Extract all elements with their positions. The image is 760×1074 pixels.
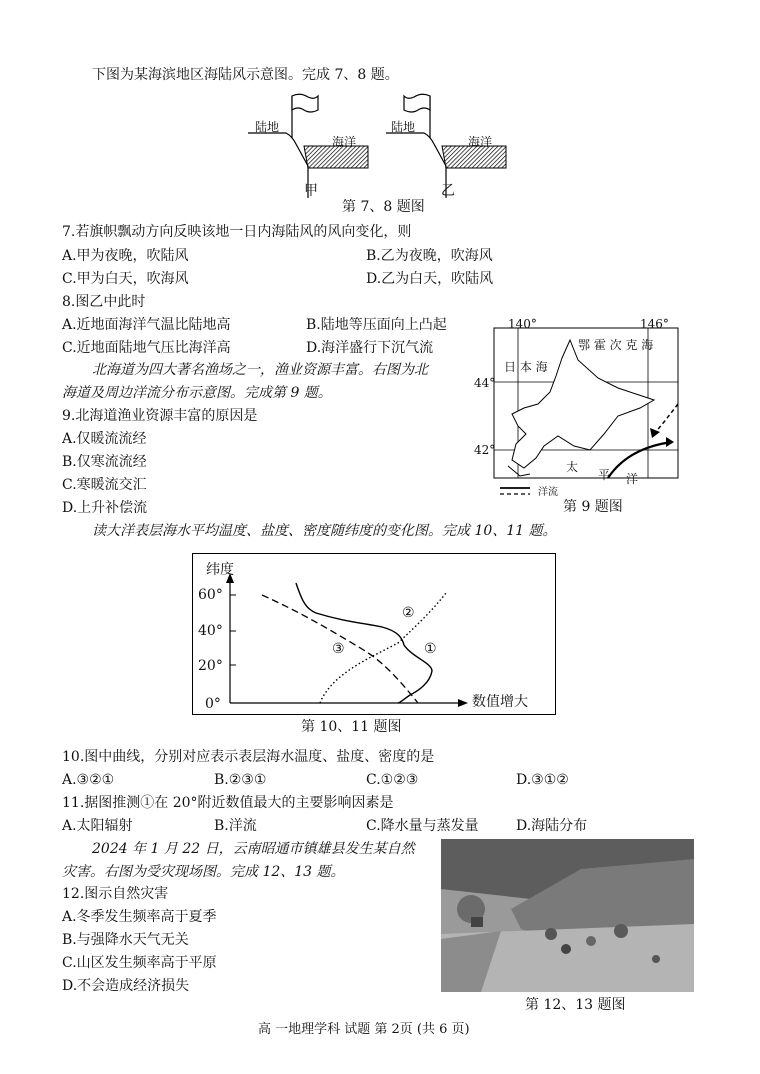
fig9-pacific-2: 平 bbox=[598, 468, 611, 482]
fig1011-curve-3-label: ③ bbox=[332, 641, 345, 657]
fig9-pacific-1: 太 bbox=[566, 460, 579, 474]
q12-option-a[interactable]: A.冬季发生频率高于夏季 bbox=[62, 909, 217, 925]
q8-option-c[interactable]: C.近地面陆地气压比海洋高 bbox=[62, 340, 231, 356]
fig9-caption: 第 9 题图 bbox=[563, 499, 623, 515]
q7-stem: 7.若旗帜飘动方向反映该地一日内海陆风的风向变化，则 bbox=[62, 224, 412, 240]
q12-option-d[interactable]: D.不会造成经济损失 bbox=[62, 978, 190, 994]
q10-option-b[interactable]: B.②③① bbox=[214, 772, 267, 788]
q9-option-a[interactable]: A.仅暖流流经 bbox=[62, 431, 147, 447]
intro-12-13-line1: 2024 年 1 月 22 日，云南昭通市镇雄县发生某自然 bbox=[92, 841, 415, 857]
fig78-caption: 第 7、8 题图 bbox=[342, 199, 425, 215]
fig1011-tick-40: 40° bbox=[198, 623, 223, 639]
q11-option-a[interactable]: A.太阳辐射 bbox=[62, 818, 133, 834]
q7-option-b[interactable]: B.乙为夜晚，吹海风 bbox=[366, 248, 493, 264]
q10-option-d[interactable]: D.③①② bbox=[516, 772, 569, 788]
intro-9-line2: 海道及周边洋流分布示意图。完成第 9 题。 bbox=[62, 385, 332, 401]
q12-option-c[interactable]: C.山区发生频率高于平原 bbox=[62, 955, 217, 971]
q12-option-b[interactable]: B.与强降水天气无关 bbox=[62, 932, 189, 948]
fig1011-tick-20: 20° bbox=[198, 658, 223, 674]
fig9-lat-42: 42° bbox=[474, 443, 496, 457]
q9-option-b[interactable]: B.仅寒流流经 bbox=[62, 454, 147, 470]
fig9-lon-146: 146° bbox=[640, 317, 669, 331]
q10-option-c[interactable]: C.①②③ bbox=[366, 772, 419, 788]
fig1011-ylabel: 纬度 bbox=[206, 562, 234, 578]
fig78-land-left: 陆地 bbox=[255, 120, 280, 134]
q8-option-b[interactable]: B.陆地等压面向上凸起 bbox=[306, 317, 447, 333]
photo-caption: 第 12、13 题图 bbox=[525, 997, 626, 1013]
fig78-label-jia: 甲 bbox=[304, 183, 318, 199]
q10-option-a[interactable]: A.③②① bbox=[62, 772, 115, 788]
q11-option-c[interactable]: C.降水量与蒸发量 bbox=[366, 818, 479, 834]
q11-option-b[interactable]: B.洋流 bbox=[214, 818, 257, 834]
fig78-land-right: 陆地 bbox=[391, 120, 416, 134]
q8-option-d[interactable]: D.海洋盛行下沉气流 bbox=[306, 340, 434, 356]
q11-stem: 11.据图推测①在 20°附近数值最大的主要影响因素是 bbox=[62, 795, 394, 811]
intro-12-13-line2: 灾害。右图为受灾现场图。完成 12、13 题。 bbox=[62, 864, 345, 880]
fig1011-caption: 第 10、11 题图 bbox=[301, 719, 402, 735]
q8-option-a[interactable]: A.近地面海洋气温比陆地高 bbox=[62, 317, 231, 333]
fig1011-curve-1-label: ① bbox=[424, 641, 437, 657]
q7-option-a[interactable]: A.甲为夜晚，吹陆风 bbox=[62, 248, 189, 264]
fig9-japan-sea: 日 本 海 bbox=[504, 360, 548, 374]
q9-stem: 9.北海道渔业资源丰富的原因是 bbox=[62, 408, 258, 424]
q9-option-d[interactable]: D.上升补偿流 bbox=[62, 500, 148, 516]
fig1011-tick-60: 60° bbox=[198, 587, 223, 603]
q12-stem: 12.图示自然灾害 bbox=[62, 886, 169, 902]
page-footer: 高 一地理学科 试题 第 2页 (共 6 页) bbox=[258, 1022, 470, 1037]
fig1011-tick-0: 0° bbox=[205, 696, 221, 712]
q8-stem: 8.图乙中此时 bbox=[62, 294, 146, 310]
fig9-okhotsk-sea: 鄂 霍 次 克 海 bbox=[578, 338, 654, 352]
intro-9-line1: 北海道为四大著名渔场之一，渔业资源丰富。右图为北 bbox=[92, 362, 428, 378]
fig78-ocean-right: 海洋 bbox=[468, 135, 493, 149]
fig9-legend: 洋流 bbox=[538, 487, 558, 498]
ocean-property-latitude-figure bbox=[192, 553, 556, 715]
fig1011-curve-2-label: ② bbox=[402, 605, 415, 621]
landslide-photo bbox=[441, 839, 694, 992]
q10-stem: 10.图中曲线，分别对应表示表层海水温度、盐度、密度的是 bbox=[62, 749, 435, 765]
fig9-pacific-3: 洋 bbox=[626, 472, 639, 486]
fig9-lat-44: 44° bbox=[474, 376, 496, 390]
q9-option-c[interactable]: C.寒暖流交汇 bbox=[62, 477, 147, 493]
intro-7-8: 下图为某海滨地区海陆风示意图。完成 7、8 题。 bbox=[92, 67, 399, 83]
fig78-label-yi: 乙 bbox=[441, 183, 455, 199]
fig78-ocean-left: 海洋 bbox=[332, 135, 357, 149]
q7-option-d[interactable]: D.乙为白天，吹陆风 bbox=[366, 271, 494, 287]
fig1011-xlabel: 数值增大 bbox=[472, 694, 528, 710]
q7-option-c[interactable]: C.甲为白天，吹海风 bbox=[62, 271, 189, 287]
q11-option-d[interactable]: D.海陆分布 bbox=[516, 818, 588, 834]
intro-10-11: 读大洋表层海水平均温度、盐度、密度随纬度的变化图。完成 10、11 题。 bbox=[92, 523, 557, 539]
fig9-lon-140: 140° bbox=[508, 317, 537, 331]
